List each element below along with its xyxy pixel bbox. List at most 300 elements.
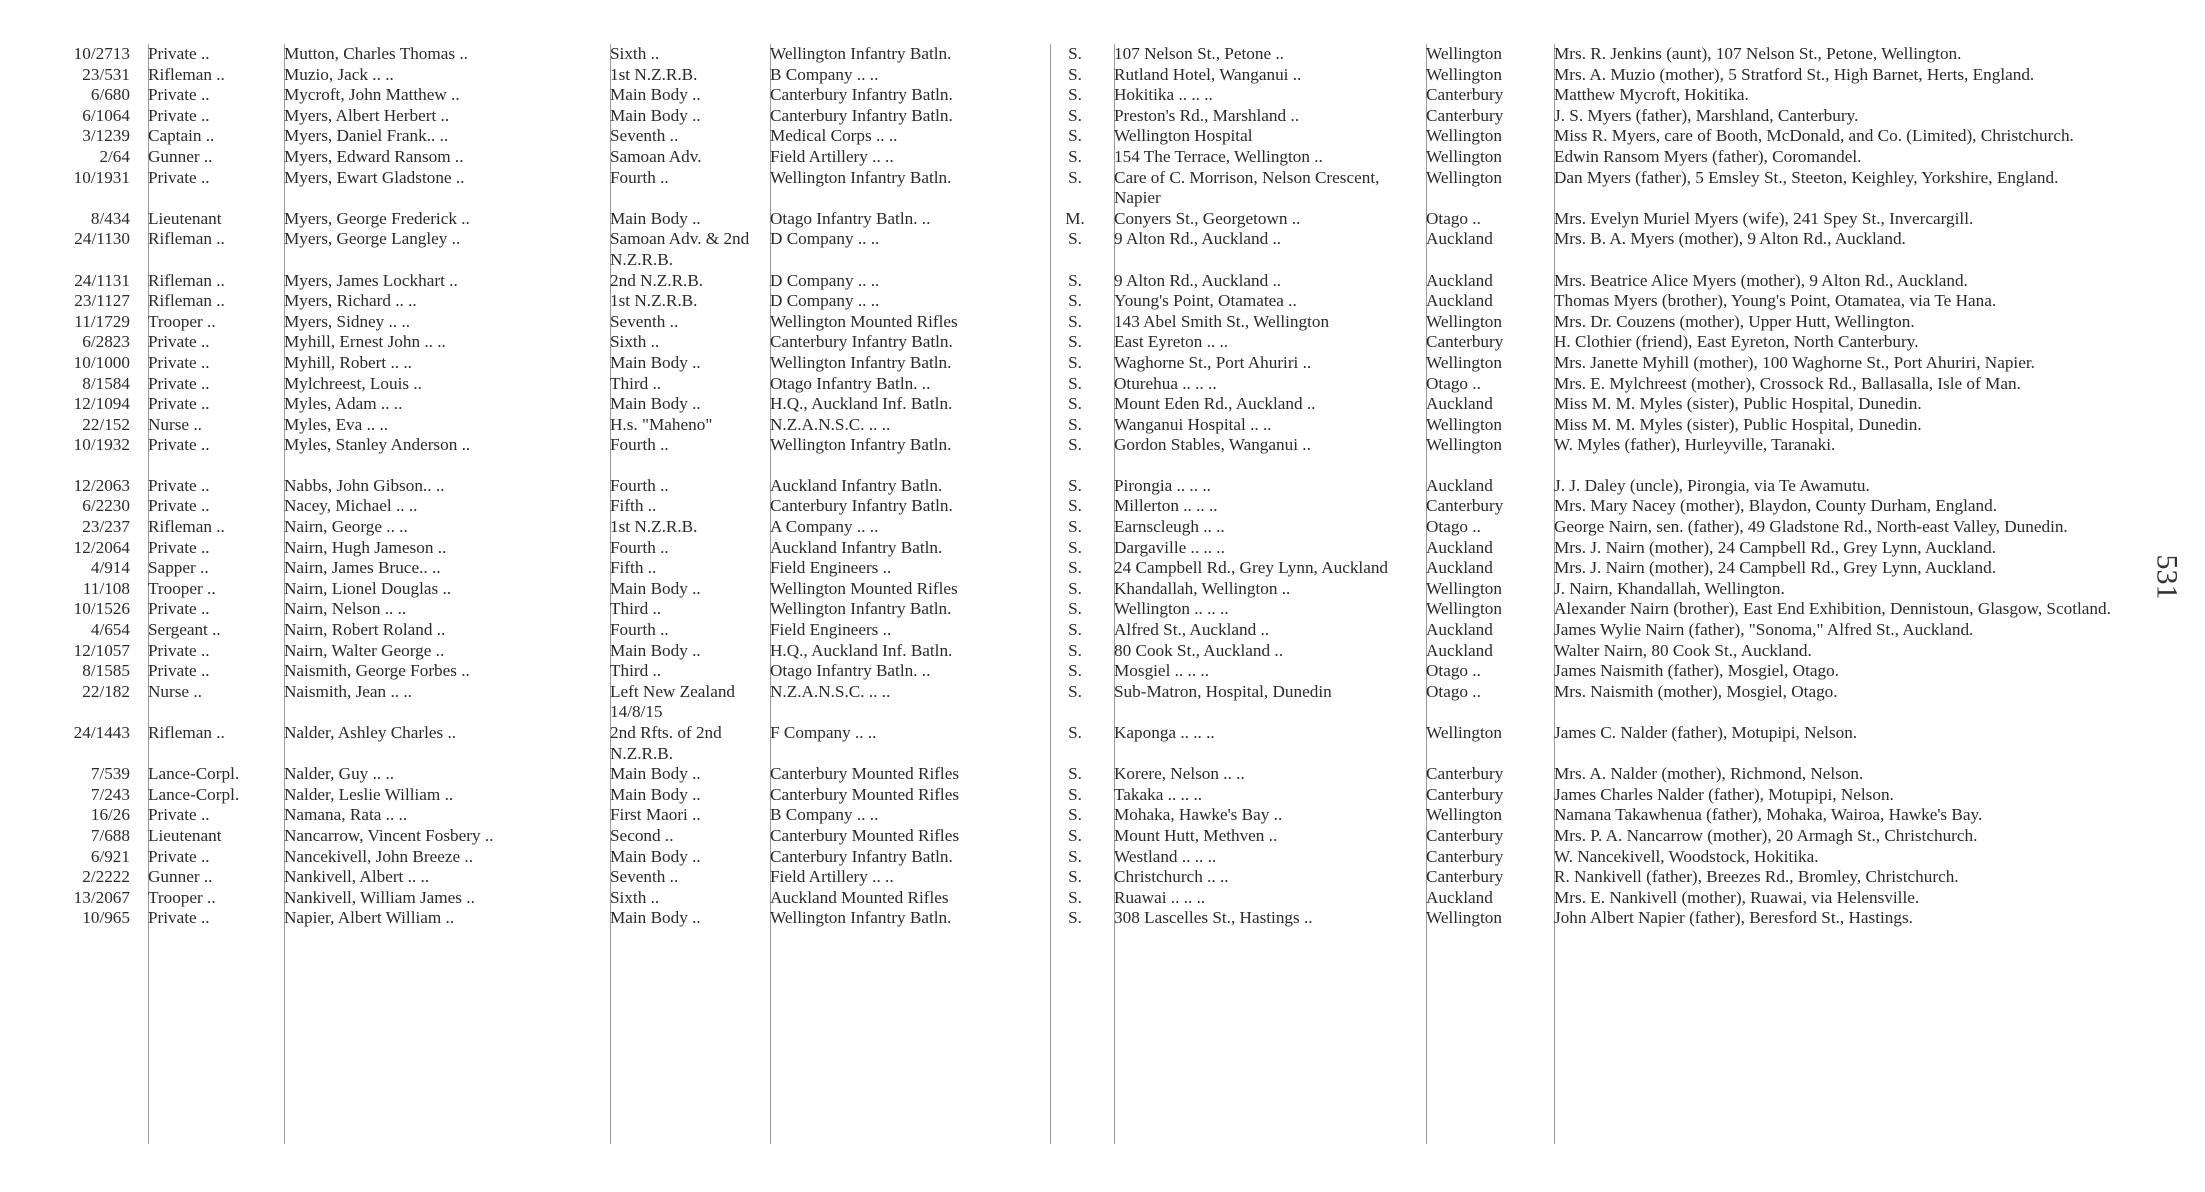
rank-cell: Trooper ..: [148, 578, 216, 598]
address-cell: Earnscleugh .. ..: [1114, 517, 1225, 537]
status-cell: S.: [1068, 578, 1082, 598]
unit-cell: Auckland Infantry Batln.: [770, 537, 943, 557]
service-number-cell: 22/182: [82, 681, 130, 701]
address-cell: Mohaka, Hawke's Bay ..: [1114, 805, 1283, 825]
name-cell: Namana, Rata .. ..: [284, 805, 408, 825]
table-row: [40, 785, 2140, 806]
table-row: [40, 888, 2140, 909]
district-cell: Wellington: [1426, 167, 1502, 187]
address-cell: Korere, Nelson .. ..: [1114, 764, 1245, 784]
district-cell: Auckland: [1426, 229, 1493, 249]
address-cell: Pirongia .. .. ..: [1114, 475, 1211, 495]
name-cell: Napier, Albert William ..: [284, 908, 455, 928]
name-cell: Mutton, Charles Thomas ..: [284, 44, 468, 63]
table-row: [40, 867, 2140, 888]
next-of-kin-cell: Mrs. Mary Nacey (mother), Blaydon, County Durham, England.: [1554, 496, 1997, 516]
rank-cell: Private ..: [148, 105, 210, 125]
district-cell: Auckland: [1426, 537, 1493, 557]
district-cell: Auckland: [1426, 291, 1493, 311]
district-cell: Wellington: [1426, 44, 1502, 63]
address-cell: Khandallah, Wellington ..: [1114, 578, 1291, 598]
status-cell: M.: [1065, 208, 1085, 228]
next-of-kin-cell: Dan Myers (father), 5 Emsley St., Steeton, Keighley, Yorkshire, England.: [1554, 167, 2059, 187]
name-cell: Myers, Richard .. ..: [284, 291, 417, 311]
table-row: [40, 209, 2140, 230]
unit-cell: Wellington Infantry Batln.: [770, 599, 952, 619]
service-number-cell: 7/688: [90, 825, 130, 845]
table-row: [40, 332, 2140, 353]
next-of-kin-cell: James Wylie Nairn (father), "Sonoma," Alfred St., Auckland.: [1554, 620, 1974, 640]
name-cell: Mycroft, John Matthew ..: [284, 85, 460, 105]
name-cell: Myhill, Ernest John .. ..: [284, 332, 446, 352]
draft-cell: First Maori ..: [610, 805, 701, 825]
status-cell: S.: [1068, 887, 1082, 907]
status-cell: S.: [1068, 435, 1082, 455]
next-of-kin-cell: George Nairn, sen. (father), 49 Gladstone Rd., North-east Valley, Dunedin.: [1554, 517, 2068, 537]
rank-cell: Nurse ..: [148, 681, 202, 701]
service-number-cell: 2/64: [99, 146, 130, 166]
unit-cell: F Company .. ..: [770, 723, 877, 742]
service-number-cell: 6/1064: [82, 105, 130, 125]
unit-cell: Wellington Infantry Batln.: [770, 167, 952, 187]
table-row: [40, 558, 2140, 579]
draft-cell: 2nd Rfts. of 2nd N.Z.R.B.: [610, 723, 722, 763]
table-row: [40, 826, 2140, 847]
service-number-cell: 22/152: [82, 414, 130, 434]
table-row: [40, 271, 2140, 292]
address-cell: 24 Campbell Rd., Grey Lynn, Auckland: [1114, 558, 1389, 578]
rank-cell: Lance-Corpl.: [148, 764, 240, 784]
table-row: [40, 147, 2140, 168]
service-number-cell: 7/539: [90, 764, 130, 784]
service-number-cell: 24/1443: [73, 723, 130, 742]
unit-cell: Canterbury Mounted Rifles: [770, 784, 960, 804]
rank-cell: Private ..: [148, 475, 210, 495]
district-cell: Wellington: [1426, 311, 1502, 331]
draft-cell: Samoan Adv. & 2nd N.Z.R.B.: [610, 229, 750, 269]
draft-cell: Seventh ..: [610, 126, 679, 146]
name-cell: Myers, Daniel Frank.. ..: [284, 126, 449, 146]
district-cell: Otago ..: [1426, 517, 1481, 537]
name-cell: Nabbs, John Gibson.. ..: [284, 475, 445, 495]
rank-cell: Sapper ..: [148, 558, 209, 578]
name-cell: Nankivell, William James ..: [284, 887, 475, 907]
rank-cell: Private ..: [148, 908, 210, 928]
next-of-kin-cell: Mrs. E. Nankivell (mother), Ruawai, via Helensville.: [1554, 887, 1920, 907]
draft-cell: 2nd N.Z.R.B.: [610, 270, 704, 290]
unit-cell: Wellington Infantry Batln.: [770, 44, 952, 63]
name-cell: Myers, James Lockhart ..: [284, 270, 458, 290]
unit-cell: D Company .. ..: [770, 229, 880, 249]
rank-cell: Rifleman ..: [148, 723, 225, 742]
next-of-kin-cell: Mrs. Beatrice Alice Myers (mother), 9 Alton Rd., Auckland.: [1554, 270, 1968, 290]
table-row: [40, 106, 2140, 127]
status-cell: S.: [1068, 640, 1082, 660]
address-cell: Conyers St., Georgetown ..: [1114, 208, 1301, 228]
next-of-kin-cell: R. Nankivell (father), Breezes Rd., Bromley, Christchurch.: [1554, 867, 1959, 887]
draft-cell: Fourth ..: [610, 167, 669, 187]
name-cell: Nalder, Leslie William ..: [284, 784, 454, 804]
unit-cell: Wellington Mounted Rifles: [770, 311, 958, 331]
rank-cell: Nurse ..: [148, 414, 202, 434]
draft-cell: 1st N.Z.R.B.: [610, 291, 698, 311]
status-cell: S.: [1068, 599, 1082, 619]
service-number-cell: 10/2713: [73, 44, 130, 63]
name-cell: Myles, Eva .. ..: [284, 414, 389, 434]
next-of-kin-cell: Mrs. A. Muzio (mother), 5 Stratford St., High Barnet, Herts, England.: [1554, 64, 2035, 84]
rank-cell: Private ..: [148, 496, 210, 516]
status-cell: S.: [1068, 414, 1082, 434]
service-number-cell: 4/654: [90, 620, 130, 640]
service-number-cell: 24/1130: [74, 229, 130, 249]
district-cell: Canterbury: [1426, 496, 1504, 516]
status-cell: S.: [1068, 352, 1082, 372]
name-cell: Nalder, Ashley Charles ..: [284, 723, 457, 742]
district-cell: Auckland: [1426, 475, 1493, 495]
service-number-cell: 6/921: [90, 846, 130, 866]
table-row: [40, 374, 2140, 395]
address-cell: 107 Nelson St., Petone ..: [1114, 44, 1284, 63]
name-cell: Nairn, Robert Roland ..: [284, 620, 446, 640]
district-cell: Auckland: [1426, 270, 1493, 290]
name-cell: Naismith, George Forbes ..: [284, 661, 470, 681]
district-cell: Wellington: [1426, 599, 1502, 619]
unit-cell: Canterbury Infantry Batln.: [770, 496, 953, 516]
district-cell: Wellington: [1426, 352, 1502, 372]
roll-of-honour-table: [40, 44, 2140, 929]
district-cell: Auckland: [1426, 558, 1493, 578]
rank-cell: Rifleman ..: [148, 64, 225, 84]
draft-cell: Sixth ..: [610, 44, 660, 63]
draft-cell: Main Body ..: [610, 764, 701, 784]
service-number-cell: 10/1932: [73, 435, 130, 455]
address-cell: Kaponga .. .. ..: [1114, 723, 1215, 742]
name-cell: Nairn, James Bruce.. ..: [284, 558, 441, 578]
service-number-cell: 10/965: [82, 908, 130, 928]
status-cell: S.: [1068, 517, 1082, 537]
address-cell: Oturehua .. .. ..: [1114, 373, 1217, 393]
rank-cell: Rifleman ..: [148, 291, 225, 311]
district-cell: Otago ..: [1426, 681, 1481, 701]
status-cell: S.: [1068, 558, 1082, 578]
next-of-kin-cell: Mrs. R. Jenkins (aunt), 107 Nelson St., Petone, Wellington.: [1554, 44, 1962, 63]
next-of-kin-cell: Mrs. Naismith (mother), Mosgiel, Otago.: [1554, 681, 1838, 701]
next-of-kin-cell: Mrs. Evelyn Muriel Myers (wife), 241 Spey St., Invercargill.: [1554, 208, 1974, 228]
draft-cell: Main Body ..: [610, 85, 701, 105]
service-number-cell: 12/2064: [73, 537, 130, 557]
next-of-kin-cell: Mrs. J. Nairn (mother), 24 Campbell Rd., Grey Lynn, Auckland.: [1554, 537, 1997, 557]
rank-cell: Trooper ..: [148, 311, 216, 331]
name-cell: Nalder, Guy .. ..: [284, 764, 395, 784]
address-cell: Mount Hutt, Methven ..: [1114, 825, 1278, 845]
next-of-kin-cell: John Albert Napier (father), Beresford St., Hastings.: [1554, 908, 1913, 928]
service-number-cell: 12/1057: [73, 640, 130, 660]
address-cell: Waghorne St., Port Ahuriri ..: [1114, 352, 1312, 372]
address-cell: Dargaville .. .. ..: [1114, 537, 1225, 557]
draft-cell: Main Body ..: [610, 105, 701, 125]
status-cell: S.: [1068, 723, 1082, 742]
rank-cell: Private ..: [148, 537, 210, 557]
address-cell: 143 Abel Smith St., Wellington: [1114, 311, 1330, 331]
draft-cell: Fifth ..: [610, 558, 657, 578]
name-cell: Nairn, Lionel Douglas ..: [284, 578, 452, 598]
address-cell: Millerton .. .. ..: [1114, 496, 1218, 516]
address-cell: 154 The Terrace, Wellington ..: [1114, 146, 1323, 166]
status-cell: S.: [1068, 764, 1082, 784]
service-number-cell: 10/1931: [73, 167, 130, 187]
table-row: [40, 435, 2140, 456]
draft-cell: Main Body ..: [610, 352, 701, 372]
rank-cell: Rifleman ..: [148, 517, 225, 537]
service-number-cell: 12/2063: [73, 475, 130, 495]
table-row: [40, 44, 2140, 65]
rank-cell: Private ..: [148, 394, 210, 414]
draft-cell: Main Body ..: [610, 640, 701, 660]
next-of-kin-cell: H. Clothier (friend), East Eyreton, North Canterbury.: [1554, 332, 1919, 352]
status-cell: S.: [1068, 64, 1082, 84]
address-cell: Rutland Hotel, Wanganui ..: [1114, 64, 1302, 84]
rank-cell: Private ..: [148, 435, 210, 455]
status-cell: S.: [1068, 825, 1082, 845]
rank-cell: Rifleman ..: [148, 229, 225, 249]
next-of-kin-cell: Namana Takawhenua (father), Mohaka, Wairoa, Hawke's Bay.: [1554, 805, 1983, 825]
next-of-kin-cell: Mrs. J. Nairn (mother), 24 Campbell Rd., Grey Lynn, Auckland.: [1554, 558, 1997, 578]
rank-cell: Lieutenant: [148, 825, 222, 845]
unit-cell: B Company .. ..: [770, 805, 879, 825]
name-cell: Myers, George Langley ..: [284, 229, 461, 249]
table-row: [40, 65, 2140, 86]
service-number-cell: 12/1094: [73, 394, 130, 414]
district-cell: Auckland: [1426, 394, 1493, 414]
name-cell: Myles, Adam .. ..: [284, 394, 403, 414]
service-number-cell: 8/1585: [82, 661, 130, 681]
address-cell: Christchurch .. ..: [1114, 867, 1229, 887]
unit-cell: Wellington Infantry Batln.: [770, 908, 952, 928]
draft-cell: Sixth ..: [610, 332, 660, 352]
table-row: [40, 229, 2140, 270]
table-row: [40, 764, 2140, 785]
rank-cell: Lieutenant: [148, 208, 222, 228]
table-row: [40, 415, 2140, 436]
district-cell: Wellington: [1426, 64, 1502, 84]
district-cell: Canterbury: [1426, 825, 1504, 845]
district-cell: Otago ..: [1426, 661, 1481, 681]
unit-cell: Auckland Infantry Batln.: [770, 475, 943, 495]
service-number-cell: 11/108: [82, 578, 130, 598]
table-row: [40, 661, 2140, 682]
next-of-kin-cell: W. Nancekivell, Woodstock, Hokitika.: [1554, 846, 1819, 866]
address-cell: Sub-Matron, Hospital, Dunedin: [1114, 681, 1332, 701]
address-cell: Young's Point, Otamatea ..: [1114, 291, 1297, 311]
next-of-kin-cell: Mrs. Janette Myhill (mother), 100 Waghorne St., Port Ahuriri, Napier.: [1554, 352, 2035, 372]
draft-cell: Main Body ..: [610, 784, 701, 804]
name-cell: Myers, Albert Herbert ..: [284, 105, 450, 125]
name-cell: Myers, Ewart Gladstone ..: [284, 167, 465, 187]
rank-cell: Private ..: [148, 85, 210, 105]
name-cell: Naismith, Jean .. ..: [284, 681, 412, 701]
draft-cell: Sixth ..: [610, 887, 660, 907]
next-of-kin-cell: W. Myles (father), Hurleyville, Taranaki.: [1554, 435, 1836, 455]
rank-cell: Private ..: [148, 44, 210, 63]
service-number-cell: 10/1000: [73, 352, 130, 372]
next-of-kin-cell: Mrs. P. A. Nancarrow (mother), 20 Armagh St., Christchurch.: [1554, 825, 1978, 845]
district-cell: Wellington: [1426, 723, 1502, 742]
address-cell: 9 Alton Rd., Auckland ..: [1114, 229, 1282, 249]
name-cell: Nankivell, Albert .. ..: [284, 867, 430, 887]
table-row: [40, 908, 2140, 929]
status-cell: S.: [1068, 867, 1082, 887]
unit-cell: H.Q., Auckland Inf. Batln.: [770, 394, 953, 414]
table-row: [40, 641, 2140, 662]
address-cell: Wanganui Hospital .. ..: [1114, 414, 1272, 434]
service-number-cell: 4/914: [90, 558, 130, 578]
district-cell: Auckland: [1426, 620, 1493, 640]
next-of-kin-cell: Edwin Ransom Myers (father), Coromandel.: [1554, 146, 1862, 166]
status-cell: S.: [1068, 373, 1082, 393]
draft-cell: Second ..: [610, 825, 674, 845]
district-cell: Canterbury: [1426, 332, 1504, 352]
next-of-kin-cell: Mrs. A. Nalder (mother), Richmond, Nelson.: [1554, 764, 1864, 784]
table-row: [40, 599, 2140, 620]
status-cell: S.: [1068, 661, 1082, 681]
section-gap: [40, 456, 2140, 476]
draft-cell: Third ..: [610, 661, 662, 681]
next-of-kin-cell: Mrs. E. Mylchreest (mother), Crossock Rd., Ballasalla, Isle of Man.: [1554, 373, 2021, 393]
next-of-kin-cell: Miss R. Myers, care of Booth, McDonald, and Co. (Limited), Christchurch.: [1554, 126, 2074, 146]
address-cell: Hokitika .. .. ..: [1114, 85, 1213, 105]
table-row: [40, 312, 2140, 333]
unit-cell: Field Engineers ..: [770, 620, 892, 640]
address-cell: Wellington Hospital: [1114, 126, 1253, 146]
rank-cell: Private ..: [148, 332, 210, 352]
rank-cell: Captain ..: [148, 126, 215, 146]
district-cell: Wellington: [1426, 908, 1502, 928]
unit-cell: D Company .. ..: [770, 291, 880, 311]
table-row: [40, 476, 2140, 497]
draft-cell: Main Body ..: [610, 846, 701, 866]
table-row: [40, 517, 2140, 538]
table-row: [40, 394, 2140, 415]
name-cell: Myles, Stanley Anderson ..: [284, 435, 471, 455]
rank-cell: Private ..: [148, 661, 210, 681]
unit-cell: Otago Infantry Batln. ..: [770, 208, 931, 228]
service-number-cell: 23/1127: [74, 291, 130, 311]
draft-cell: Third ..: [610, 599, 662, 619]
service-number-cell: 8/1584: [82, 373, 130, 393]
district-cell: Canterbury: [1426, 85, 1504, 105]
draft-cell: Third ..: [610, 373, 662, 393]
address-cell: 308 Lascelles St., Hastings ..: [1114, 908, 1313, 928]
name-cell: Nancekivell, John Breeze ..: [284, 846, 473, 866]
draft-cell: Samoan Adv.: [610, 146, 702, 166]
next-of-kin-cell: Mrs. B. A. Myers (mother), 9 Alton Rd., Auckland.: [1554, 229, 1906, 249]
name-cell: Myhill, Robert .. ..: [284, 352, 412, 372]
status-cell: S.: [1068, 496, 1082, 516]
district-cell: Wellington: [1426, 805, 1502, 825]
name-cell: Myers, Sidney .. ..: [284, 311, 411, 331]
service-number-cell: 6/680: [90, 85, 130, 105]
rank-cell: Gunner ..: [148, 146, 213, 166]
unit-cell: Wellington Infantry Batln.: [770, 352, 952, 372]
unit-cell: Wellington Infantry Batln.: [770, 435, 952, 455]
table-row: [40, 579, 2140, 600]
name-cell: Nairn, George .. ..: [284, 517, 408, 537]
unit-cell: Canterbury Mounted Rifles: [770, 825, 960, 845]
status-cell: S.: [1068, 44, 1082, 63]
unit-cell: Otago Infantry Batln. ..: [770, 661, 931, 681]
status-cell: S.: [1068, 394, 1082, 414]
table-row: [40, 85, 2140, 106]
unit-cell: Medical Corps .. ..: [770, 126, 898, 146]
table-row: [40, 291, 2140, 312]
draft-cell: Main Body ..: [610, 578, 701, 598]
next-of-kin-cell: J. J. Daley (uncle), Pirongia, via Te Awamutu.: [1554, 475, 1870, 495]
next-of-kin-cell: Miss M. M. Myles (sister), Public Hospital, Dunedin.: [1554, 414, 1922, 434]
address-cell: Care of C. Morrison, Nelson Crescent, Napier: [1114, 167, 1380, 208]
page-number: 531: [2150, 554, 2184, 600]
name-cell: Nacey, Michael .. ..: [284, 496, 418, 516]
rank-cell: Private ..: [148, 640, 210, 660]
unit-cell: Canterbury Infantry Batln.: [770, 105, 953, 125]
address-cell: 9 Alton Rd., Auckland ..: [1114, 270, 1282, 290]
draft-cell: Fourth ..: [610, 435, 669, 455]
district-cell: Canterbury: [1426, 764, 1504, 784]
district-cell: Canterbury: [1426, 846, 1504, 866]
rank-cell: Gunner ..: [148, 867, 213, 887]
name-cell: Nairn, Walter George ..: [284, 640, 445, 660]
status-cell: S.: [1068, 291, 1082, 311]
next-of-kin-cell: Mrs. Dr. Couzens (mother), Upper Hutt, Wellington.: [1554, 311, 1915, 331]
draft-cell: Fourth ..: [610, 620, 669, 640]
unit-cell: B Company .. ..: [770, 64, 879, 84]
rank-cell: Private ..: [148, 805, 210, 825]
table-row: [40, 126, 2140, 147]
draft-cell: Left New Zealand 14/8/15: [610, 681, 736, 722]
address-cell: Westland .. .. ..: [1114, 846, 1217, 866]
name-cell: Nairn, Hugh Jameson ..: [284, 537, 447, 557]
status-cell: S.: [1068, 846, 1082, 866]
draft-cell: Fourth ..: [610, 475, 669, 495]
unit-cell: Canterbury Infantry Batln.: [770, 846, 953, 866]
draft-cell: 1st N.Z.R.B.: [610, 64, 698, 84]
district-cell: Wellington: [1426, 126, 1502, 146]
service-number-cell: 8/434: [90, 208, 130, 228]
status-cell: S.: [1068, 805, 1082, 825]
name-cell: Nairn, Nelson .. ..: [284, 599, 407, 619]
draft-cell: Fifth ..: [610, 496, 657, 516]
draft-cell: 1st N.Z.R.B.: [610, 517, 698, 537]
status-cell: S.: [1068, 332, 1082, 352]
unit-cell: Wellington Mounted Rifles: [770, 578, 958, 598]
next-of-kin-cell: Alexander Nairn (brother), East End Exhibition, Dennistoun, Glasgow, Scotland.: [1554, 599, 2111, 619]
name-cell: Myers, George Frederick ..: [284, 208, 470, 228]
name-cell: Nancarrow, Vincent Fosbery ..: [284, 825, 494, 845]
status-cell: S.: [1068, 681, 1082, 701]
address-cell: Ruawai .. .. ..: [1114, 887, 1206, 907]
name-cell: Myers, Edward Ransom ..: [284, 146, 464, 166]
address-cell: East Eyreton .. ..: [1114, 332, 1229, 352]
status-cell: S.: [1068, 537, 1082, 557]
district-cell: Wellington: [1426, 435, 1502, 455]
status-cell: S.: [1068, 784, 1082, 804]
service-number-cell: 23/237: [82, 517, 130, 537]
unit-cell: Field Artillery .. ..: [770, 146, 894, 166]
service-number-cell: 10/1526: [73, 599, 130, 619]
address-cell: 80 Cook St., Auckland ..: [1114, 640, 1284, 660]
district-cell: Wellington: [1426, 578, 1502, 598]
table-row: [40, 496, 2140, 517]
next-of-kin-cell: Matthew Mycroft, Hokitika.: [1554, 85, 1749, 105]
